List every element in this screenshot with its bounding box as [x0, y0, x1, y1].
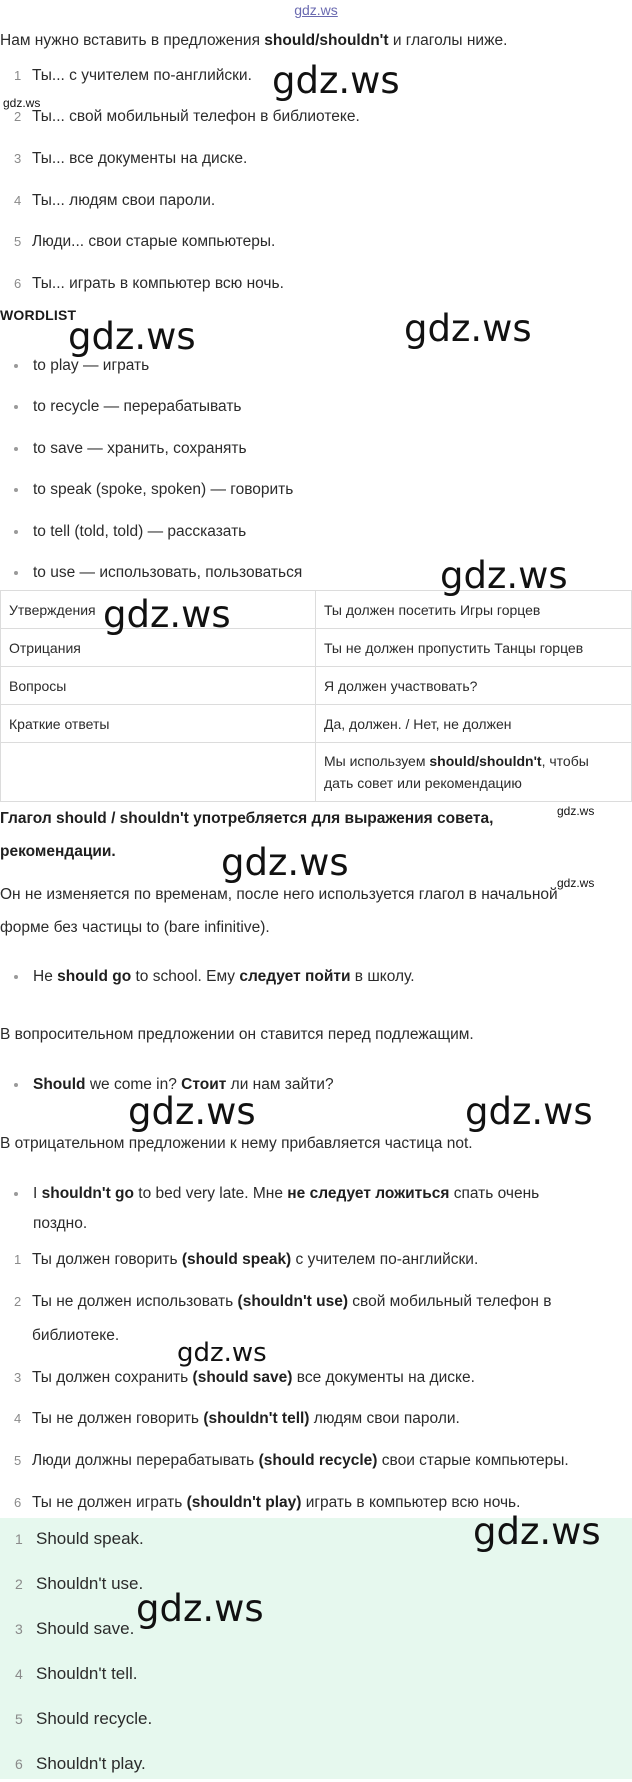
rule-bold: рекомендации. — [0, 843, 116, 860]
rule-bold: Глагол should / shouldn't употребляется для выражения совета, — [0, 810, 494, 827]
table-row — [1, 667, 632, 705]
list-item-continuation: библиотеке. — [32, 1327, 120, 1344]
item-text: Ты... играть в компьютер всю ночь. — [32, 275, 284, 292]
item-number: 5 — [14, 234, 22, 249]
table-row — [1, 629, 632, 667]
item-number: 6 — [14, 276, 22, 291]
watermark: gdz.ws — [128, 1090, 256, 1133]
item-text: Ты... все документы на диске. — [32, 150, 248, 167]
table-cell: Утверждения — [1, 591, 316, 629]
bullet-icon — [14, 1083, 18, 1087]
negative-rule: В отрицательном предложении к нему прибавляется частица not. — [0, 1135, 473, 1152]
bullet-icon — [14, 364, 18, 368]
task-text: Нам нужно вставить в предложения — [0, 32, 265, 49]
example-text: Should we come in? Стоит ли нам зайти? — [33, 1076, 334, 1093]
bullet-icon — [14, 1192, 18, 1196]
item-number: 4 — [14, 193, 22, 208]
table-cell: Ты должен посетить Игры горцев — [316, 591, 632, 629]
item-number: 2 — [14, 109, 22, 124]
bullet-icon — [14, 488, 18, 492]
bullet-icon — [14, 405, 18, 409]
watermark-small: gdz.ws — [557, 876, 595, 890]
task-bold: should/shouldn't — [264, 32, 389, 49]
watermark-small: gdz.ws — [3, 96, 41, 110]
bullet-icon — [14, 447, 18, 451]
table-row — [1, 743, 632, 802]
cell-text: , чтобы — [541, 753, 589, 769]
grammar-table — [0, 590, 632, 802]
word-entry: to save — хранить, сохранять — [33, 440, 247, 457]
watermark: gdz.ws — [136, 1587, 264, 1630]
rule-line: Он не изменяется по временам, после него используется глагол в начальной — [0, 886, 558, 903]
watermark: gdz.ws — [103, 593, 231, 636]
table-cell: Ты не должен пропустить Танцы горцев — [316, 629, 632, 667]
word-entry: to tell (told, told) — рассказать — [33, 523, 247, 540]
table-cell: Вопросы — [1, 667, 316, 705]
question-rule: В вопросительном предложении он ставится перед подлежащим. — [0, 1026, 474, 1043]
item-text: Ты... свой мобильный телефон в библиотеке. — [32, 108, 360, 125]
word-entry: to use — использовать, пользоваться — [33, 564, 303, 581]
item-text: Ты... людям свои пароли. — [32, 192, 216, 209]
answers-panel: 1 Should speak. 2 Shouldn't use. 3 Should save. 4 Shouldn't tell. 5 Should recycle. 6 Shouldn't play. — [0, 1518, 632, 1779]
watermark: gdz.ws — [221, 841, 349, 884]
watermark: gdz.ws — [465, 1090, 593, 1133]
item-number: 3 — [14, 151, 22, 166]
watermark: gdz.ws — [272, 59, 400, 102]
table-cell — [316, 743, 632, 802]
watermark: gdz.ws — [177, 1338, 267, 1368]
watermark: gdz.ws — [404, 307, 532, 350]
task-text-end: и глаголы ниже. — [388, 32, 508, 49]
word-entry: to play — играть — [33, 357, 150, 374]
watermark-small: gdz.ws — [557, 804, 595, 818]
item-text: Люди... свои старые компьютеры. — [32, 233, 276, 250]
table-cell: Отрицания — [1, 629, 316, 667]
wordlist-heading: WORDLIST — [0, 307, 77, 323]
watermark: gdz.ws — [68, 315, 196, 358]
item-number: 1 — [14, 68, 22, 83]
rule-line: форме без частицы to (bare infinitive). — [0, 919, 270, 936]
example-text: He should go to school. Ему следует пойти в школу. — [33, 968, 415, 985]
bullet-icon — [14, 530, 18, 534]
rule-line — [0, 801, 632, 837]
table-row — [1, 705, 632, 743]
example-continuation: поздно. — [33, 1215, 88, 1232]
bullet-icon — [14, 975, 18, 979]
task-statement — [0, 23, 632, 59]
top-watermark-link[interactable]: gdz.ws — [294, 2, 338, 18]
watermark: gdz.ws — [473, 1510, 601, 1553]
cell-text: Мы используем — [324, 753, 430, 769]
item-text: Ты... с учителем по-английски. — [32, 67, 252, 84]
example-text: I shouldn't go to bed very late. Мне не следует ложиться спать очень — [33, 1185, 540, 1202]
table-cell: Да, должен. / Нет, не должен — [316, 705, 632, 743]
table-cell: Я должен участвовать? — [316, 667, 632, 705]
word-entry: to recycle — перерабатывать — [33, 398, 242, 415]
table-cell: Краткие ответы — [1, 705, 316, 743]
cell-text: дать совет или рекомендацию — [324, 775, 522, 791]
cell-bold: should/shouldn't — [429, 753, 542, 769]
table-cell-empty — [1, 743, 316, 802]
word-entry: to speak (spoke, spoken) — говорить — [33, 481, 294, 498]
watermark: gdz.ws — [440, 554, 568, 597]
bullet-icon — [14, 571, 18, 575]
